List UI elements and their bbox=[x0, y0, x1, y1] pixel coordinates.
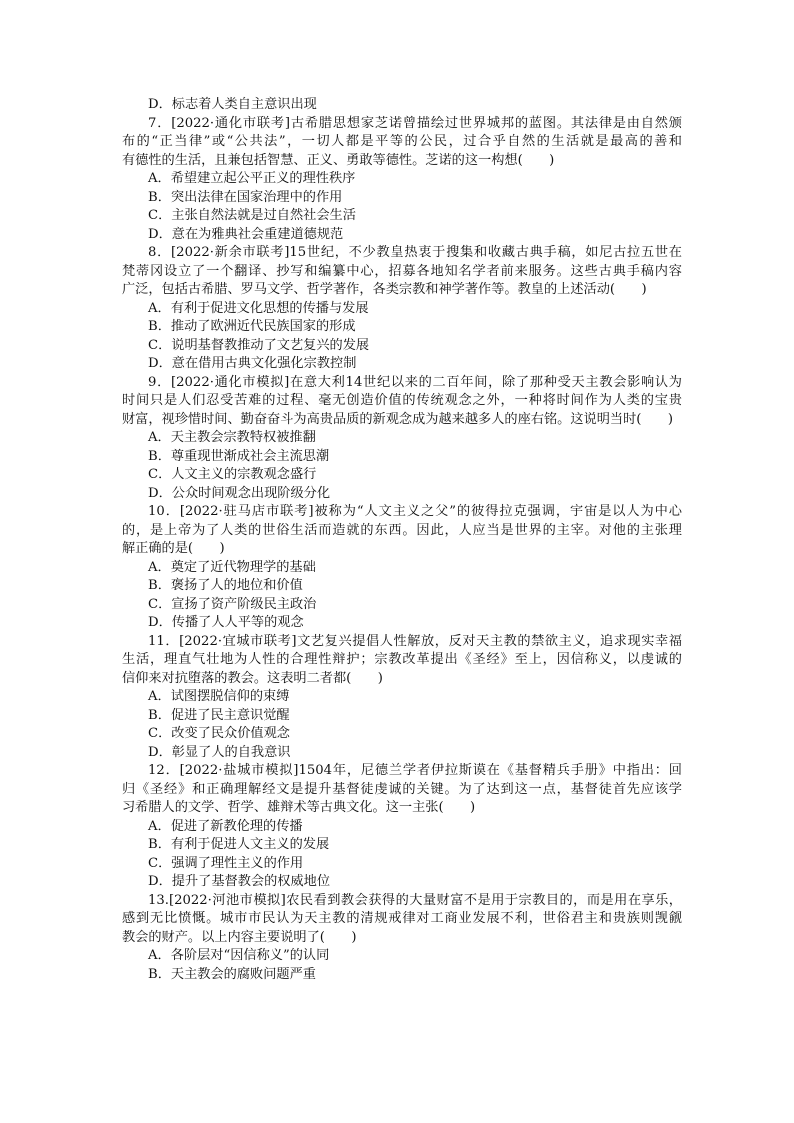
answer-option: B．推动了欧洲近代民族国家的形成 bbox=[148, 319, 356, 334]
question-stem-first-line: 9．[2022·通化市模拟]在意大利14世纪以来的二百年间，除了那种受天主教会影响认为 bbox=[148, 374, 682, 390]
question-block bbox=[122, 115, 682, 245]
answer-option: B．有利于促进人文主义的发展 bbox=[148, 837, 330, 852]
question-stem-first-line: 12．[2022·盐城市模拟]1504年，尼德兰学者伊拉斯谟在《基督精兵手册》中指出：回 bbox=[148, 763, 682, 778]
answer-option: B．促进了民主意识觉醒 bbox=[148, 707, 290, 723]
question-stem-line: 教会的财产。以上内容主要说明了( ) bbox=[122, 929, 357, 945]
question-stem-line: 布的“正当律”或“公共法”，一切人都是平等的公民，过合乎自然的生活就是最高的善和 bbox=[122, 134, 682, 149]
answer-option: D．标志着人类自主意识出现 bbox=[148, 97, 317, 112]
question-block bbox=[122, 244, 682, 374]
question-block bbox=[122, 503, 682, 633]
answer-option: A．希望建立起公平正义的理性秩序 bbox=[148, 171, 356, 186]
answer-option: A．促进了新教伦理的传播 bbox=[148, 818, 303, 834]
question-stem-line: 时间只是人们忍受苦难的过程、毫无创造价值的传统观念之外，一种将时间作为人类的宝贵 bbox=[122, 393, 682, 408]
question-list bbox=[122, 96, 682, 984]
answer-option: D．彰显了人的自我意识 bbox=[148, 744, 291, 760]
question-stem-first-line: 13.[2022·河池市模拟]农民看到教会获得的大量财富不是用于宗教目的，而是用在享乐， bbox=[148, 892, 682, 908]
question-stem-line: 财富，视珍惜时间、勤奋奋斗为高贵品质的新观念成为越来越多人的座右铭。这说明当时( ) bbox=[122, 411, 673, 427]
answer-option: A．试图摆脱信仰的束缚 bbox=[148, 689, 290, 704]
question-stem-line: 生活，理直气壮地为人性的合理性辩护；宗教改革提出《圣经》至上，因信称义，以虔诚的 bbox=[122, 652, 682, 667]
answer-option: C．主张自然法就是过自然社会生活 bbox=[148, 208, 356, 223]
question-stem-line: 有德性的生活，且兼包括智慧、正义、勇敢等德性。芝诺的这一构想( ) bbox=[122, 152, 555, 168]
answer-option: C．宣扬了资产阶级民主政治 bbox=[148, 596, 317, 612]
answer-option: B．突出法律在国家治理中的作用 bbox=[148, 189, 343, 205]
answer-option: D．意在借用古典文化强化宗教控制 bbox=[148, 356, 357, 371]
question-block bbox=[122, 633, 682, 763]
question-stem-line: 解正确的是( ) bbox=[122, 541, 225, 556]
question-stem-first-line: 11．[2022·宜城市联考]文艺复兴提倡人性解放，反对天主教的禁欲主义，追求现实幸福 bbox=[148, 633, 682, 649]
question-stem-first-line: 10．[2022·驻马店市联考]被称为“人文主义之父”的彼得拉克强调，宇宙是以人为中心 bbox=[148, 504, 682, 519]
question-stem-line: 的，是上帝为了人类的世俗生活而造就的东西。因此，人应当是世界的主宰。对他的主张理 bbox=[122, 522, 682, 538]
answer-option: C．人文主义的宗教观念盛行 bbox=[148, 467, 317, 482]
answer-option: D．意在为雅典社会重建道德规范 bbox=[148, 226, 344, 242]
answer-option: B．天主教会的腐败问题严重 bbox=[148, 966, 316, 982]
question-stem-line: 广泛，包括古希腊、罗马文学、哲学著作，各类宗教和神学著作等。教皇的上述活动( ) bbox=[122, 282, 647, 297]
question-block bbox=[122, 762, 682, 892]
answer-option: B．尊重现世渐成社会主流思潮 bbox=[148, 448, 330, 464]
question-stem-first-line: 8．[2022·新余市联考]15世纪，不少教皇热衷于搜集和收藏古典手稿，如尼古拉五世在 bbox=[148, 245, 682, 260]
answer-option: D．公众时间观念出现阶级分化 bbox=[148, 485, 331, 501]
question-block bbox=[122, 892, 682, 985]
question-stem-line: 习希腊人的文学、哲学、雄辩术等古典文化。这一主张( ) bbox=[122, 800, 476, 815]
question-stem-line: 信仰来对抗堕落的教会。这表明二者都( ) bbox=[122, 670, 383, 686]
answer-option: D．传播了人人平等的观念 bbox=[148, 615, 304, 630]
answer-option: C．说明基督教推动了文艺复兴的发展 bbox=[148, 337, 370, 353]
question-stem-first-line: 7．[2022·通化市联考]古希腊思想家芝诺曾描绘过世界城邦的蓝图。其法律是由自然颁 bbox=[148, 115, 682, 131]
answer-option: A．奠定了近代物理学的基础 bbox=[148, 559, 316, 575]
question-stem-line: 梵蒂冈设立了一个翻译、抄写和编纂中心，招募各地知名学者前来服务。这些古典手稿内容 bbox=[122, 263, 682, 279]
question-stem-line: 感到无比愤慨。城市市民认为天主教的清规戒律对工商业发展不利，世俗君主和贵族则觊觎 bbox=[122, 911, 682, 926]
answer-option: C．改变了民众价值观念 bbox=[148, 726, 290, 741]
answer-option: A．有利于促进文化思想的传播与发展 bbox=[148, 300, 369, 316]
answer-option: C．强调了理性主义的作用 bbox=[148, 855, 304, 871]
answer-option: A．天主教会宗教特权被推翻 bbox=[148, 430, 316, 445]
answer-option: A．各阶层对“因信称义”的认同 bbox=[148, 948, 330, 963]
question-stem-line: 归《圣经》和正确理解经文是提升基督徒虔诚的关键。为了达到这一点，基督徒首先应该学 bbox=[122, 781, 682, 797]
answer-option: D．提升了基督教会的权威地位 bbox=[148, 874, 331, 889]
question-block bbox=[122, 374, 682, 504]
answer-option: B．褒扬了人的地位和价值 bbox=[148, 578, 303, 593]
